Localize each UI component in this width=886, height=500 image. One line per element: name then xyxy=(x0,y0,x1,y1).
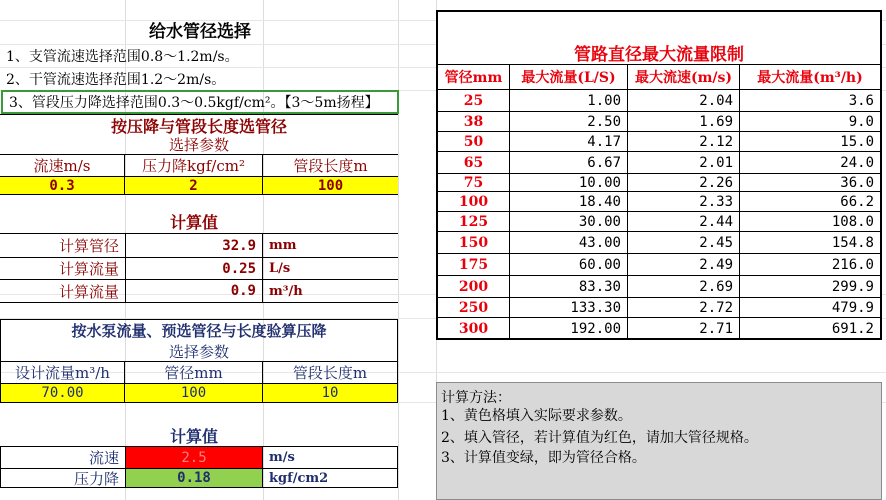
input-length[interactable]: 100 xyxy=(263,176,398,195)
table-row-diameter: 125 xyxy=(438,212,510,232)
table-row-diameter: 100 xyxy=(438,192,510,212)
table-row-cell: 479.9 xyxy=(740,298,880,318)
table-row-cell: 2.49 xyxy=(628,254,740,276)
note-3-text: 3、管段压力降选择范围0.3～0.5kgf/cm²。【3～5m扬程】 xyxy=(9,95,379,111)
table-row-cell: 2.50 xyxy=(510,112,628,132)
table-row-diameter: 75 xyxy=(438,174,510,192)
table-row-cell: 9.0 xyxy=(740,112,880,132)
table-row-cell: 133.30 xyxy=(510,298,628,318)
table-row-cell: 154.8 xyxy=(740,232,880,254)
calc-diameter-label: 计算管径 xyxy=(0,233,125,257)
calc-flow-ls-value: 0.25 xyxy=(125,257,263,279)
table-row-cell: 2.33 xyxy=(628,192,740,212)
input-design-flow[interactable]: 70.00 xyxy=(0,383,125,403)
table-header-0: 管径mm xyxy=(438,64,510,90)
table-row-cell: 2.69 xyxy=(628,276,740,298)
note-1: 1、支管流速选择范围0.8～1.2m/s。 xyxy=(6,48,239,65)
method-line-3: 3、计算值变绿，即为管径合格。 xyxy=(441,450,646,466)
table-row-diameter: 175 xyxy=(438,254,510,276)
header-velocity: 流速m/s xyxy=(0,154,125,176)
header-length: 管段长度m xyxy=(263,154,398,176)
section2-title: 按水泵流量、预选管径与长度验算压降 xyxy=(0,319,398,341)
table-row-diameter: 50 xyxy=(438,132,510,152)
table-row-cell: 2.45 xyxy=(628,232,740,254)
table-row-cell: 216.0 xyxy=(740,254,880,276)
calc-flow-m3h-label: 计算流量 xyxy=(0,279,125,303)
table-row-cell: 43.00 xyxy=(510,232,628,254)
calc-diameter-value: 32.9 xyxy=(125,233,263,257)
table-row-cell: 18.40 xyxy=(510,192,628,212)
table-row-cell: 691.2 xyxy=(740,318,880,340)
table-row-cell: 108.0 xyxy=(740,212,880,232)
calc-pressure-drop-value: 0.18 xyxy=(125,468,263,488)
calc-flow-ls-unit: L/s xyxy=(263,257,398,279)
calc-pressure-drop-label: 压力降 xyxy=(0,468,125,488)
section1-title: 按压降与管段长度选管径 xyxy=(0,114,398,135)
calc-flow-ls-label: 计算流量 xyxy=(0,257,125,279)
table-row-cell: 30.00 xyxy=(510,212,628,232)
note-2: 2、干管流速选择范围1.2～2m/s。 xyxy=(6,71,226,88)
table-row-cell: 3.6 xyxy=(740,90,880,112)
input-pipe-diameter[interactable]: 100 xyxy=(125,383,263,403)
table-row-cell: 1.69 xyxy=(628,112,740,132)
table-row-cell: 6.67 xyxy=(510,152,628,174)
table-header-3: 最大流量(m³/h) xyxy=(740,64,880,90)
calc-velocity-unit: m/s xyxy=(263,446,398,468)
table-row-diameter: 65 xyxy=(438,152,510,174)
table-row-diameter: 150 xyxy=(438,232,510,254)
table-row-cell: 15.0 xyxy=(740,132,880,152)
table-row-diameter: 25 xyxy=(438,90,510,112)
table-row-cell: 24.0 xyxy=(740,152,880,174)
method-line-1: 1、黄色格填入实际要求参数。 xyxy=(441,408,632,424)
table-row-cell: 2.04 xyxy=(628,90,740,112)
input-pressure[interactable]: 2 xyxy=(125,176,263,195)
table-title: 管路直径最大流量限制 xyxy=(574,44,744,64)
calc-diameter-unit: mm xyxy=(263,233,398,257)
section2-subtitle: 选择参数 xyxy=(0,341,398,361)
header-pressure: 压力降kgf/cm² xyxy=(125,154,263,176)
table-row-cell: 60.00 xyxy=(510,254,628,276)
table-row-cell: 2.71 xyxy=(628,318,740,340)
note-3-selected[interactable] xyxy=(1,90,399,114)
calc2-title: 计算值 xyxy=(169,426,218,446)
calc-flow-m3h-unit: m³/h xyxy=(263,279,398,303)
method-note xyxy=(436,382,882,500)
table-row-cell: 2.26 xyxy=(628,174,740,192)
table-row-diameter: 38 xyxy=(438,112,510,132)
table-row-cell: 299.9 xyxy=(740,276,880,298)
method-line-0: 计算方法： xyxy=(441,390,511,406)
table-row-cell: 2.44 xyxy=(628,212,740,232)
table-row-diameter: 250 xyxy=(438,298,510,318)
calc-velocity-value: 2.5 xyxy=(125,446,263,468)
input-velocity[interactable]: 0.3 xyxy=(0,176,125,195)
calc-pressure-drop-unit: kgf/cm2 xyxy=(263,468,398,488)
table-row-cell: 2.72 xyxy=(628,298,740,318)
page-title: 给水管径选择 xyxy=(149,21,251,42)
table-row-cell: 10.00 xyxy=(510,174,628,192)
section1-subtitle: 选择参数 xyxy=(168,136,229,154)
table-row-cell: 4.17 xyxy=(510,132,628,152)
table-row-cell: 83.30 xyxy=(510,276,628,298)
calc-velocity-label: 流速 xyxy=(0,446,125,468)
table-row-cell: 36.0 xyxy=(740,174,880,192)
header-pipe-length: 管段长度m xyxy=(263,361,398,383)
input-pipe-length[interactable]: 10 xyxy=(263,383,398,403)
table-row-cell: 1.00 xyxy=(510,90,628,112)
table-row-diameter: 300 xyxy=(438,318,510,340)
header-design-flow: 设计流量m³/h xyxy=(0,361,125,383)
table-row-cell: 2.01 xyxy=(628,152,740,174)
calc1-title: 计算值 xyxy=(169,212,218,232)
table-row-cell: 2.12 xyxy=(628,132,740,152)
table-row-diameter: 200 xyxy=(438,276,510,298)
table-header-2: 最大流速(m/s) xyxy=(628,64,740,90)
table-row-cell: 66.2 xyxy=(740,192,880,212)
header-pipe-diameter: 管径mm xyxy=(125,361,263,383)
method-line-2: 2、填入管径，若计算值为红色，请加大管径规格。 xyxy=(441,430,758,446)
table-header-1: 最大流量(L/S) xyxy=(510,64,628,90)
table-row-cell: 192.00 xyxy=(510,318,628,340)
calc-flow-m3h-value: 0.9 xyxy=(125,279,263,303)
